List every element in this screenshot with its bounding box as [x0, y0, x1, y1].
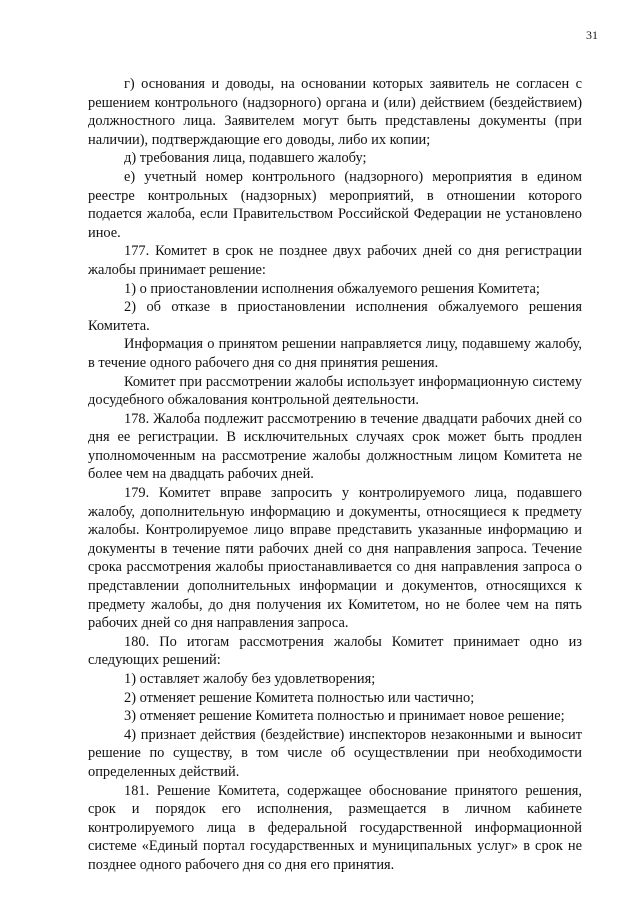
paragraph-clause-181: 181. Решение Комитета, содержащее обоснование принятого решения, срок и порядок его исполнения, размещается в личном кабинете контролируемого лица в федеральной государственной информационной системе «Единый портал государственных и муниципальных услуг» в срок не позднее одного рабочего дня со дня его принятия. — [88, 782, 582, 873]
paragraph-180-option-1: 1) оставляет жалобу без удовлетворения; — [124, 671, 376, 687]
paragraph-item-d: д) требования лица, подавшего жалобу; — [124, 150, 367, 167]
paragraph-180-option-4: 4) признает действия (бездействие) инспекторов незаконными и выносит решение по существу, в том числе об осуществлении при необходимости определенных действий. — [88, 726, 582, 780]
paragraph-180-option-2: 2) отменяет решение Комитета полностью или частично; — [124, 689, 475, 706]
paragraph-180-option-3: 3) отменяет решение Комитета полностью и принимает новое решение; — [124, 708, 565, 725]
paragraph-clause-179: 179. Комитет вправе запросить у контролируемого лица, подавшего жалобу, дополнительную информацию и документы, относящиеся к предмету жалобы. Контролируемое лицо вправе представить указанные информацию и документы в течение пяти рабочих дней со дня направления запроса. Течение срока рассмотрения жалобы приостанавливается со дня направления запроса о представлении дополнительных информации и документов, относящихся к предмету жалобы, до дня получения их Комитетом, но не более чем на пять рабочих дней со дня направления запроса. — [88, 485, 582, 632]
paragraph-177-notice: Информация о принятом решении направляется лицу, подавшему жалобу, в течение одного рабочего дня со дня принятия решения. — [88, 336, 582, 371]
paragraph-item-g: г) основания и доводы, на основании которых заявитель не согласен с решением контрольного (надзорного) органа и (или) действием (бездействием) должностного лица. Заявителем могут быть представлены документы (при наличии), подтверждающие его доводы, либо их копии; — [88, 76, 582, 148]
paragraph-clause-177: 177. Комитет в срок не позднее двух рабочих дней со дня регистрации жалобы принимает решение: — [88, 243, 582, 278]
paragraph-clause-178: 178. Жалоба подлежит рассмотрению в течение двадцати рабочих дней со дня ее регистрации. В исключительных случаях срок может быть продлен уполномоченным на рассмотрение жалобы должностным лицом Комитета не более чем на двадцать рабочих дней. — [88, 410, 582, 483]
paragraph-clause-180: 180. По итогам рассмотрения жалобы Комитет принимает одно из следующих решений: — [88, 633, 582, 669]
paragraph-177-system: Комитет при рассмотрении жалобы использует информационную систему досудебного обжалования контрольной деятельности. — [88, 373, 582, 409]
paragraph-item-e: е) учетный номер контрольного (надзорного) мероприятия в едином реестре контрольных (надзорных) мероприятий, в отношении которого подается жалоба, если Правительством Российской Федерации не установлено иное. — [88, 168, 582, 241]
paragraph-177-option-2: 2) об отказе в приостановлении исполнения обжалуемого решения Комитета. — [88, 299, 582, 334]
paragraph-177-option-1: 1) о приостановлении исполнения обжалуемого решения Комитета; — [124, 280, 540, 297]
page-body — [88, 75, 582, 875]
page-number: 31 — [586, 28, 598, 42]
